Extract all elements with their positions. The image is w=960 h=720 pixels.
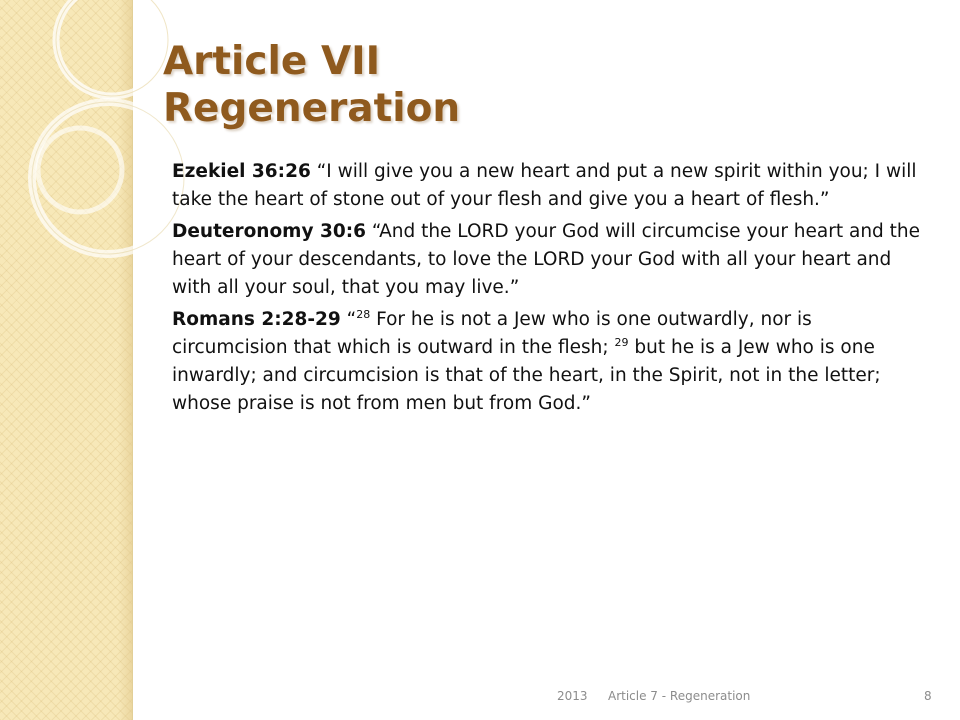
slide-body [172, 158, 932, 422]
slide-title-line1: Article VII [163, 39, 381, 84]
passage-deuteronomy [172, 218, 932, 302]
footer-page-number: 8 [924, 689, 932, 703]
passage-reference: Romans 2:28-29 [172, 309, 341, 330]
side-band-edge [118, 0, 132, 720]
footer-year: 2013 [557, 689, 588, 703]
passage-reference: Ezekiel 36:26 [172, 161, 311, 182]
open-quote: “ [340, 309, 357, 330]
slide-title-line2: Regeneration [163, 86, 461, 131]
verse-text: but he is a Jew who is one inwardly; and circumcision is that of the heart, in the Spirit, not in the letter; whose praise is not from men but from God.” [172, 337, 881, 414]
slide-title [163, 38, 460, 132]
verse-text: For he is not a Jew who is one outwardly, nor is circumcision that which is outward in the flesh; [172, 309, 812, 358]
verse-number: 29 [614, 336, 629, 349]
footer-title: Article 7 - Regeneration [608, 689, 751, 703]
verse-number: 28 [356, 308, 371, 321]
passage-reference: Deuteronomy 30:6 [172, 221, 366, 242]
passage-text: “I will give you a new heart and put a new spirit within you; I will take the heart of stone out of your flesh and give you a heart of flesh.” [172, 161, 917, 210]
decorative-side-band [0, 0, 133, 720]
passage-ezekiel [172, 158, 932, 214]
passage-text: “And the LORD your God will circumcise your heart and the heart of your descendants, to love the LORD your God with all your heart and with all your soul, that you may live.” [172, 221, 921, 298]
passage-romans [172, 306, 932, 418]
